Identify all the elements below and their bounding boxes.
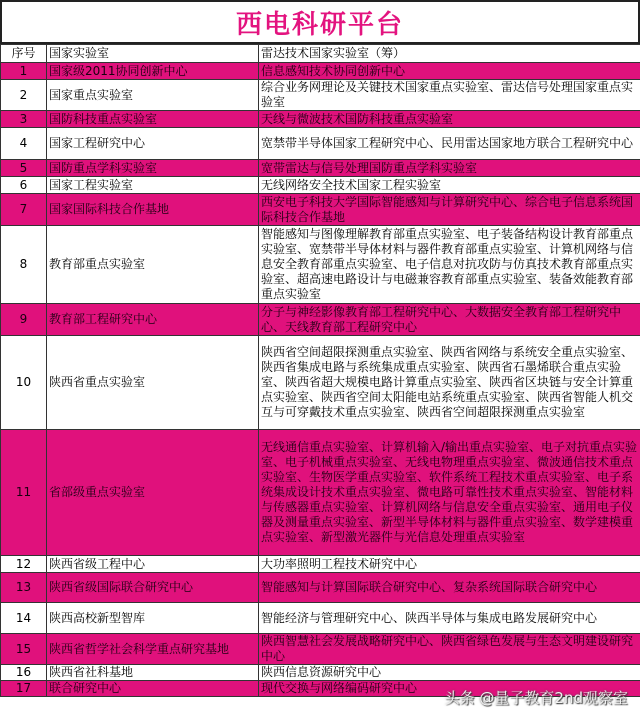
row-number: 9 bbox=[1, 304, 47, 336]
row-number: 11 bbox=[1, 430, 47, 556]
row-number: 14 bbox=[1, 603, 47, 634]
table-row bbox=[1, 681, 640, 697]
row-number: 13 bbox=[1, 573, 47, 603]
row-description: 大功率照明工程技术研究中心 bbox=[259, 556, 640, 573]
table-row bbox=[1, 111, 640, 128]
row-name: 联合研究中心 bbox=[47, 681, 259, 697]
row-number: 12 bbox=[1, 556, 47, 573]
row-description: 西安电子科技大学国际智能感知与计算研究中心、综合电子信息系统国际科技合作基地 bbox=[259, 194, 640, 226]
row-name: 省部级重点实验室 bbox=[47, 430, 259, 556]
row-number: 3 bbox=[1, 111, 47, 128]
header-number: 序号 bbox=[1, 45, 47, 63]
row-description: 智能感知与计算国际联合研究中心、复杂系统国际联合研究中心 bbox=[259, 573, 640, 603]
row-description: 无线网络安全技术国家工程实验室 bbox=[259, 177, 640, 194]
row-description: 分子与神经影像教育部工程研究中心、大数据安全教育部工程研究中心、天线教育部工程研究中心 bbox=[259, 304, 640, 336]
row-description: 信息感知技术协同创新中心 bbox=[259, 63, 640, 80]
row-name: 陕西省重点实验室 bbox=[47, 336, 259, 430]
row-description: 宽禁带半导体国家工程研究中心、民用雷达国家地方联合工程研究中心 bbox=[259, 128, 640, 160]
row-name: 陕西省哲学社会科学重点研究基地 bbox=[47, 634, 259, 665]
page-title: 西电科研平台 bbox=[0, 0, 640, 44]
row-number: 6 bbox=[1, 177, 47, 194]
table-row bbox=[1, 603, 640, 634]
table-body bbox=[1, 63, 640, 697]
row-number: 1 bbox=[1, 63, 47, 80]
row-name: 教育部重点实验室 bbox=[47, 226, 259, 304]
header-desc: 雷达技术国家实验室（筹） bbox=[259, 45, 640, 63]
table-row bbox=[1, 556, 640, 573]
table-row bbox=[1, 573, 640, 603]
row-name: 陕西省社科基地 bbox=[47, 665, 259, 681]
row-name: 国家重点实验室 bbox=[47, 80, 259, 111]
watermark: 头条 @量子教育2nd观察室 bbox=[444, 689, 628, 707]
row-number: 7 bbox=[1, 194, 47, 226]
row-number: 4 bbox=[1, 128, 47, 160]
table-row bbox=[1, 336, 640, 430]
row-name: 陕西高校新型智库 bbox=[47, 603, 259, 634]
row-description: 综合业务网理论及关键技术国家重点实验室、雷达信号处理国家重点实验室 bbox=[259, 80, 640, 111]
table-row bbox=[1, 634, 640, 665]
table-row bbox=[1, 80, 640, 111]
row-number: 16 bbox=[1, 665, 47, 681]
table-row bbox=[1, 63, 640, 80]
table-row bbox=[1, 226, 640, 304]
row-name: 国家级2011协同创新中心 bbox=[47, 63, 259, 80]
table-row bbox=[1, 177, 640, 194]
row-name: 陕西省级工程中心 bbox=[47, 556, 259, 573]
row-number: 2 bbox=[1, 80, 47, 111]
row-number: 10 bbox=[1, 336, 47, 430]
table-row bbox=[1, 430, 640, 556]
row-number: 17 bbox=[1, 681, 47, 697]
row-number: 8 bbox=[1, 226, 47, 304]
row-name: 国家工程研究中心 bbox=[47, 128, 259, 160]
platform-table bbox=[0, 44, 640, 697]
row-description: 天线与微波技术国防科技重点实验室 bbox=[259, 111, 640, 128]
row-name: 国家工程实验室 bbox=[47, 177, 259, 194]
row-name: 国防重点学科实验室 bbox=[47, 160, 259, 177]
table-row bbox=[1, 665, 640, 681]
table-row bbox=[1, 194, 640, 226]
row-name: 国家国际科技合作基地 bbox=[47, 194, 259, 226]
header-name: 国家实验室 bbox=[47, 45, 259, 63]
row-description: 智能感知与图像理解教育部重点实验室、电子装备结构设计教育部重点实验室、宽禁带半导体材料与器件教育部重点实验室、计算机网络与信息安全教育部重点实验室、电子信息对抗攻防与仿真技术教育部重点实验室、超高速电路设计与电磁兼容教育部重点实验室、装备效能教育部重点实验室 bbox=[259, 226, 640, 304]
table-row bbox=[1, 304, 640, 336]
table-row bbox=[1, 160, 640, 177]
row-description: 陕西省空间超限探测重点实验室、陕西省网络与系统安全重点实验室、陕西省集成电路与系统集成重点实验室、陕西省石墨烯联合重点实验室、陕西省超大规模电路计算重点实验室、陕西省区块链与安全计算重点实验室、陕西省空间太阳能电站系统重点实验室、陕西省智能人机交互与可穿戴技术重点实验室、陕西省空间超限探测重点实验室 bbox=[259, 336, 640, 430]
row-name: 国防科技重点实验室 bbox=[47, 111, 259, 128]
row-name: 教育部工程研究中心 bbox=[47, 304, 259, 336]
row-description: 智能经济与管理研究中心、陕西半导体与集成电路发展研究中心 bbox=[259, 603, 640, 634]
row-number: 5 bbox=[1, 160, 47, 177]
row-number: 15 bbox=[1, 634, 47, 665]
row-description: 无线通信重点实验室、计算机输入/输出重点实验室、电子对抗重点实验室、电子机械重点实验室、无线电物理重点实验室、微波通信技术重点实验室、生物医学重点实验室、软件系统工程技术重点实验室、电子系统集成设计技术重点实验室、微电路可靠性技术重点实验室、智能材料与传感器重点实验室、计算机网络与信息安全重点实验室、通用电子仪器及测量重点实验室、新型半导体材料与器件重点实验室、数学建模重点实验室、新型激光器件与光信息处理重点实验室 bbox=[259, 430, 640, 556]
row-description: 宽带雷达与信号处理国防重点学科实验室 bbox=[259, 160, 640, 177]
table-row bbox=[1, 128, 640, 160]
row-name: 陕西省级国际联合研究中心 bbox=[47, 573, 259, 603]
row-description: 陕西智慧社会发展战略研究中心、陕西省绿色发展与生态文明建设研究中心 bbox=[259, 634, 640, 665]
row-description: 现代交换与网络编码研究中心 bbox=[259, 681, 640, 697]
row-description: 陕西信息资源研究中心 bbox=[259, 665, 640, 681]
